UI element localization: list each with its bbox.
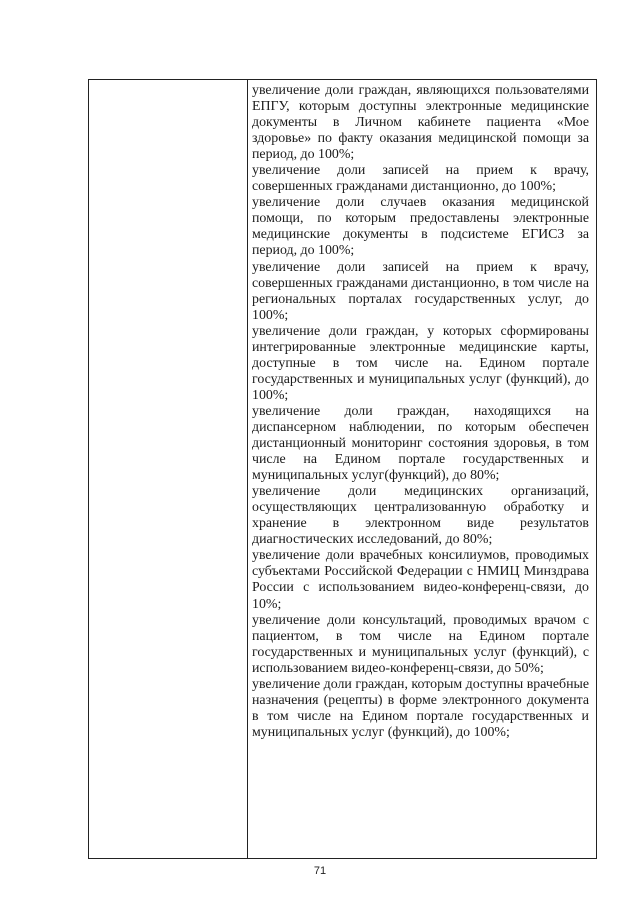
column-divider (247, 80, 248, 858)
list-item: увеличение доли записей на прием к врачу, совершенных гражданами дистанционно, в том числе на региональных порталах государственных услуг, до 100%; (252, 259, 589, 323)
list-item: увеличение доли записей на прием к врачу, совершенных гражданами дистанционно, до 100%; (252, 163, 589, 195)
page-number: 71 (313, 865, 327, 877)
list-item: увеличение доли врачебных консилиумов, проводимых субъектами Российской Федерации с НМИЦ Минздрава России с использованием видео-конференц-связи, до 10%; (252, 548, 589, 612)
content-table (88, 79, 597, 859)
left-column-empty-cell (89, 80, 247, 858)
list-item: увеличение доли граждан, являющихся пользователями ЕПГУ, которым доступны электронные медицинские документы в Личном кабинете пациента «Мое здоровье» по факту оказания медицинской помощи за период, до 100%; (252, 83, 589, 163)
list-item: увеличение доли граждан, у которых сформированы интегрированные электронные медицинские карты, доступные в том числе на. Едином портале государственных и муниципальных услуг (функций), до 100%; (252, 323, 589, 403)
list-item: увеличение доли граждан, которым доступны врачебные назначения (рецепты) в форме электронного документа в том числе на Едином портале государственных и муниципальных услуг (функций), до 100%; (252, 676, 589, 740)
list-item: увеличение доли медицинских организаций, осуществляющих централизованную обработку и хранение в электронном виде результатов диагностических исследований, до 80%; (252, 484, 589, 548)
right-column-cell (252, 83, 589, 741)
list-item: увеличение доли консультаций, проводимых врачом с пациентом, в том числе на Едином портале государственных и муниципальных услуг (функций), с использованием видео-конференц-связи, до 50%; (252, 612, 589, 676)
list-item: увеличение доли граждан, находящихся на диспансерном наблюдении, по которым обеспечен дистанционный мониторинг состояния здоровья, в том числе на Едином портале государственных и муниципальных услуг(функций), до 80%; (252, 403, 589, 484)
list-item: увеличение доли случаев оказания медицинской помощи, по которым предоставлены электронные медицинские документы в подсистеме ЕГИСЗ за период, до 100%; (252, 195, 589, 259)
